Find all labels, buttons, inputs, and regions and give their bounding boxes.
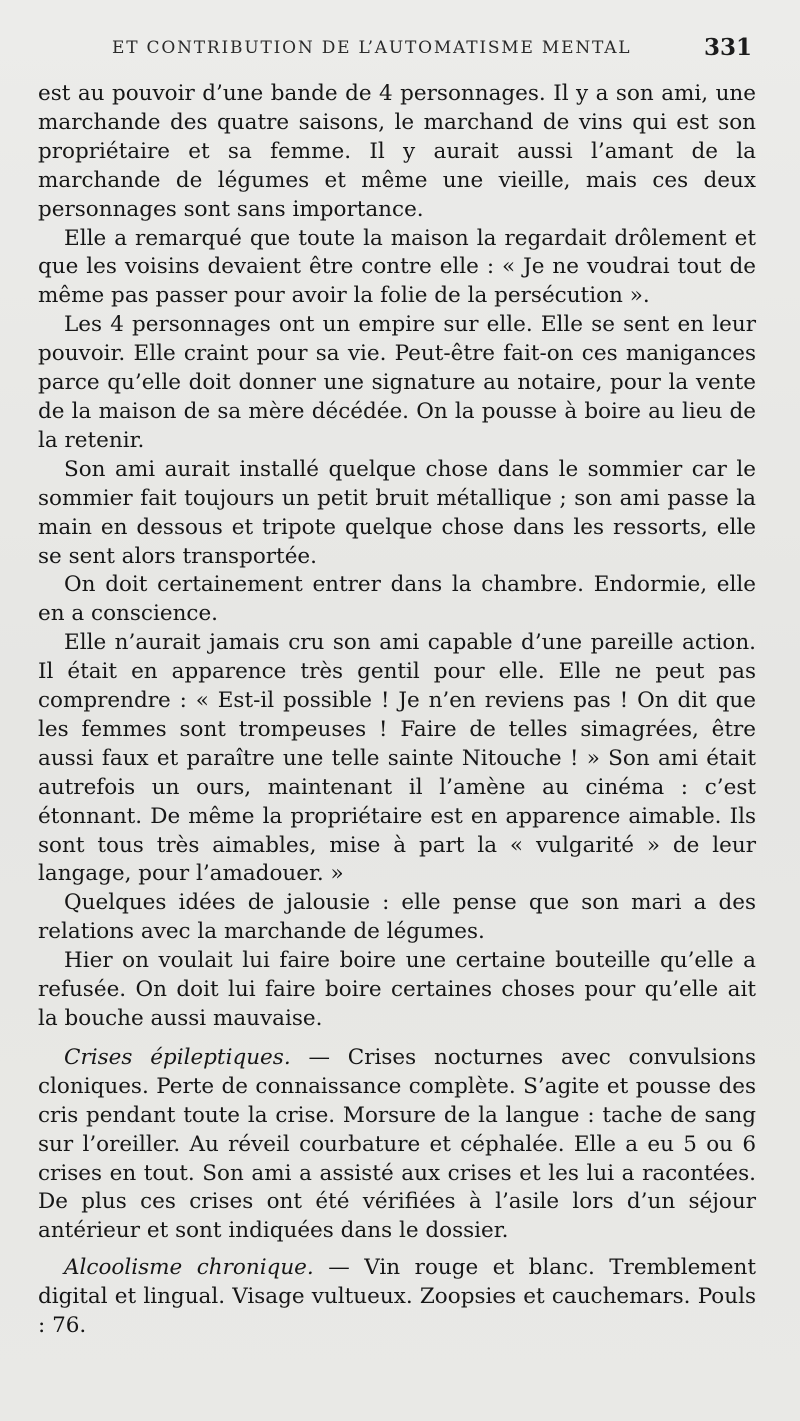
section-heading: Crises épileptiques. — [64, 1044, 291, 1070]
paragraph: Quelques idées de jalousie : elle pense que son mari a des relations avec la marchande de légumes. — [38, 890, 756, 945]
paragraph: Les 4 personnages ont un empire sur elle. Elle se sent en leur pouvoir. Elle craint pour sa vie. Peut-être fait-on ces manigances parce qu’elle doit donner une signature au notaire, pour la vente de la maison de sa mère décédée. On la pousse à boire au lieu de la retenir. — [38, 312, 756, 453]
section-epilepsy — [38, 1044, 756, 1246]
section-alcoholism — [38, 1254, 756, 1341]
paragraph: Son ami aurait installé quelque chose dans le sommier car le sommier fait toujours un petit bruit métallique ; son ami passe la main en dessous et tripote quelque chose dans les ressorts, elle se sent alors transportée. — [38, 456, 756, 569]
page-number: 331 — [703, 34, 752, 61]
section-text: — Vin rouge et blanc. Tremblement digital et lingual. Visage vultueux. Zoopsies et cauchemars. Pouls : 76. — [38, 1255, 756, 1339]
body-text — [38, 80, 756, 1341]
paragraph: Elle n’aurait jamais cru son ami capable d’une pareille action. Il était en apparence très gentil pour elle. Elle ne peut pas comprendre : « Est-il possible ! Je n’en reviens pas ! On dit que les femmes sont trompeuses ! Faire de telles simagrées, être aussi faux et paraître une telle sainte Nitouche ! » Son ami était autrefois un ours, maintenant il l’amène au cinéma : c’est étonnant. De même la propriétaire est en apparence aimable. Ils sont tous très aimables, mise à part la « vulgarité » de leur langage, pour l’amadouer. » — [38, 630, 756, 887]
page-header — [112, 34, 752, 64]
running-head: ET CONTRIBUTION DE L’AUTOMATISME MENTAL — [112, 38, 632, 58]
paragraph: Elle a remarqué que toute la maison la regardait drôlement et que les voisins devaient être contre elle : « Je ne voudrai tout de même pas passer pour avoir la folie de la persécution ». — [38, 225, 756, 309]
paragraph: Hier on voulait lui faire boire une certaine bouteille qu’elle a refusée. On doit lui faire boire certaines choses pour qu’elle ait la bouche aussi mauvaise. — [38, 948, 756, 1031]
section-text: — Crises nocturnes avec convulsions cloniques. Perte de connaissance complète. S’agite et pousse des cris pendant toute la crise. Morsure de la langue : tache de sang sur l’oreiller. Au réveil courbature et céphalée. Elle a eu 5 ou 6 crises en tout. Son ami a assisté aux crises et les lui a racontées. De plus ces crises ont été vérifiées à l’asile lors d’un séjour antérieur et sont indiquées dans le dossier. — [38, 1044, 756, 1244]
section-heading: Alcoolisme chronique. — [64, 1255, 314, 1281]
paragraph: On doit certainement entrer dans la chambre. Endormie, elle en a conscience. — [38, 572, 756, 627]
paragraph: est au pouvoir d’une bande de 4 personnages. Il y a son ami, une marchande des quatre saisons, le marchand de vins qui est son propriétaire et sa femme. Il y aurait aussi l’amant de la marchande de légumes et même une vieille, mais ces deux personnages sont sans importance. — [38, 81, 756, 222]
